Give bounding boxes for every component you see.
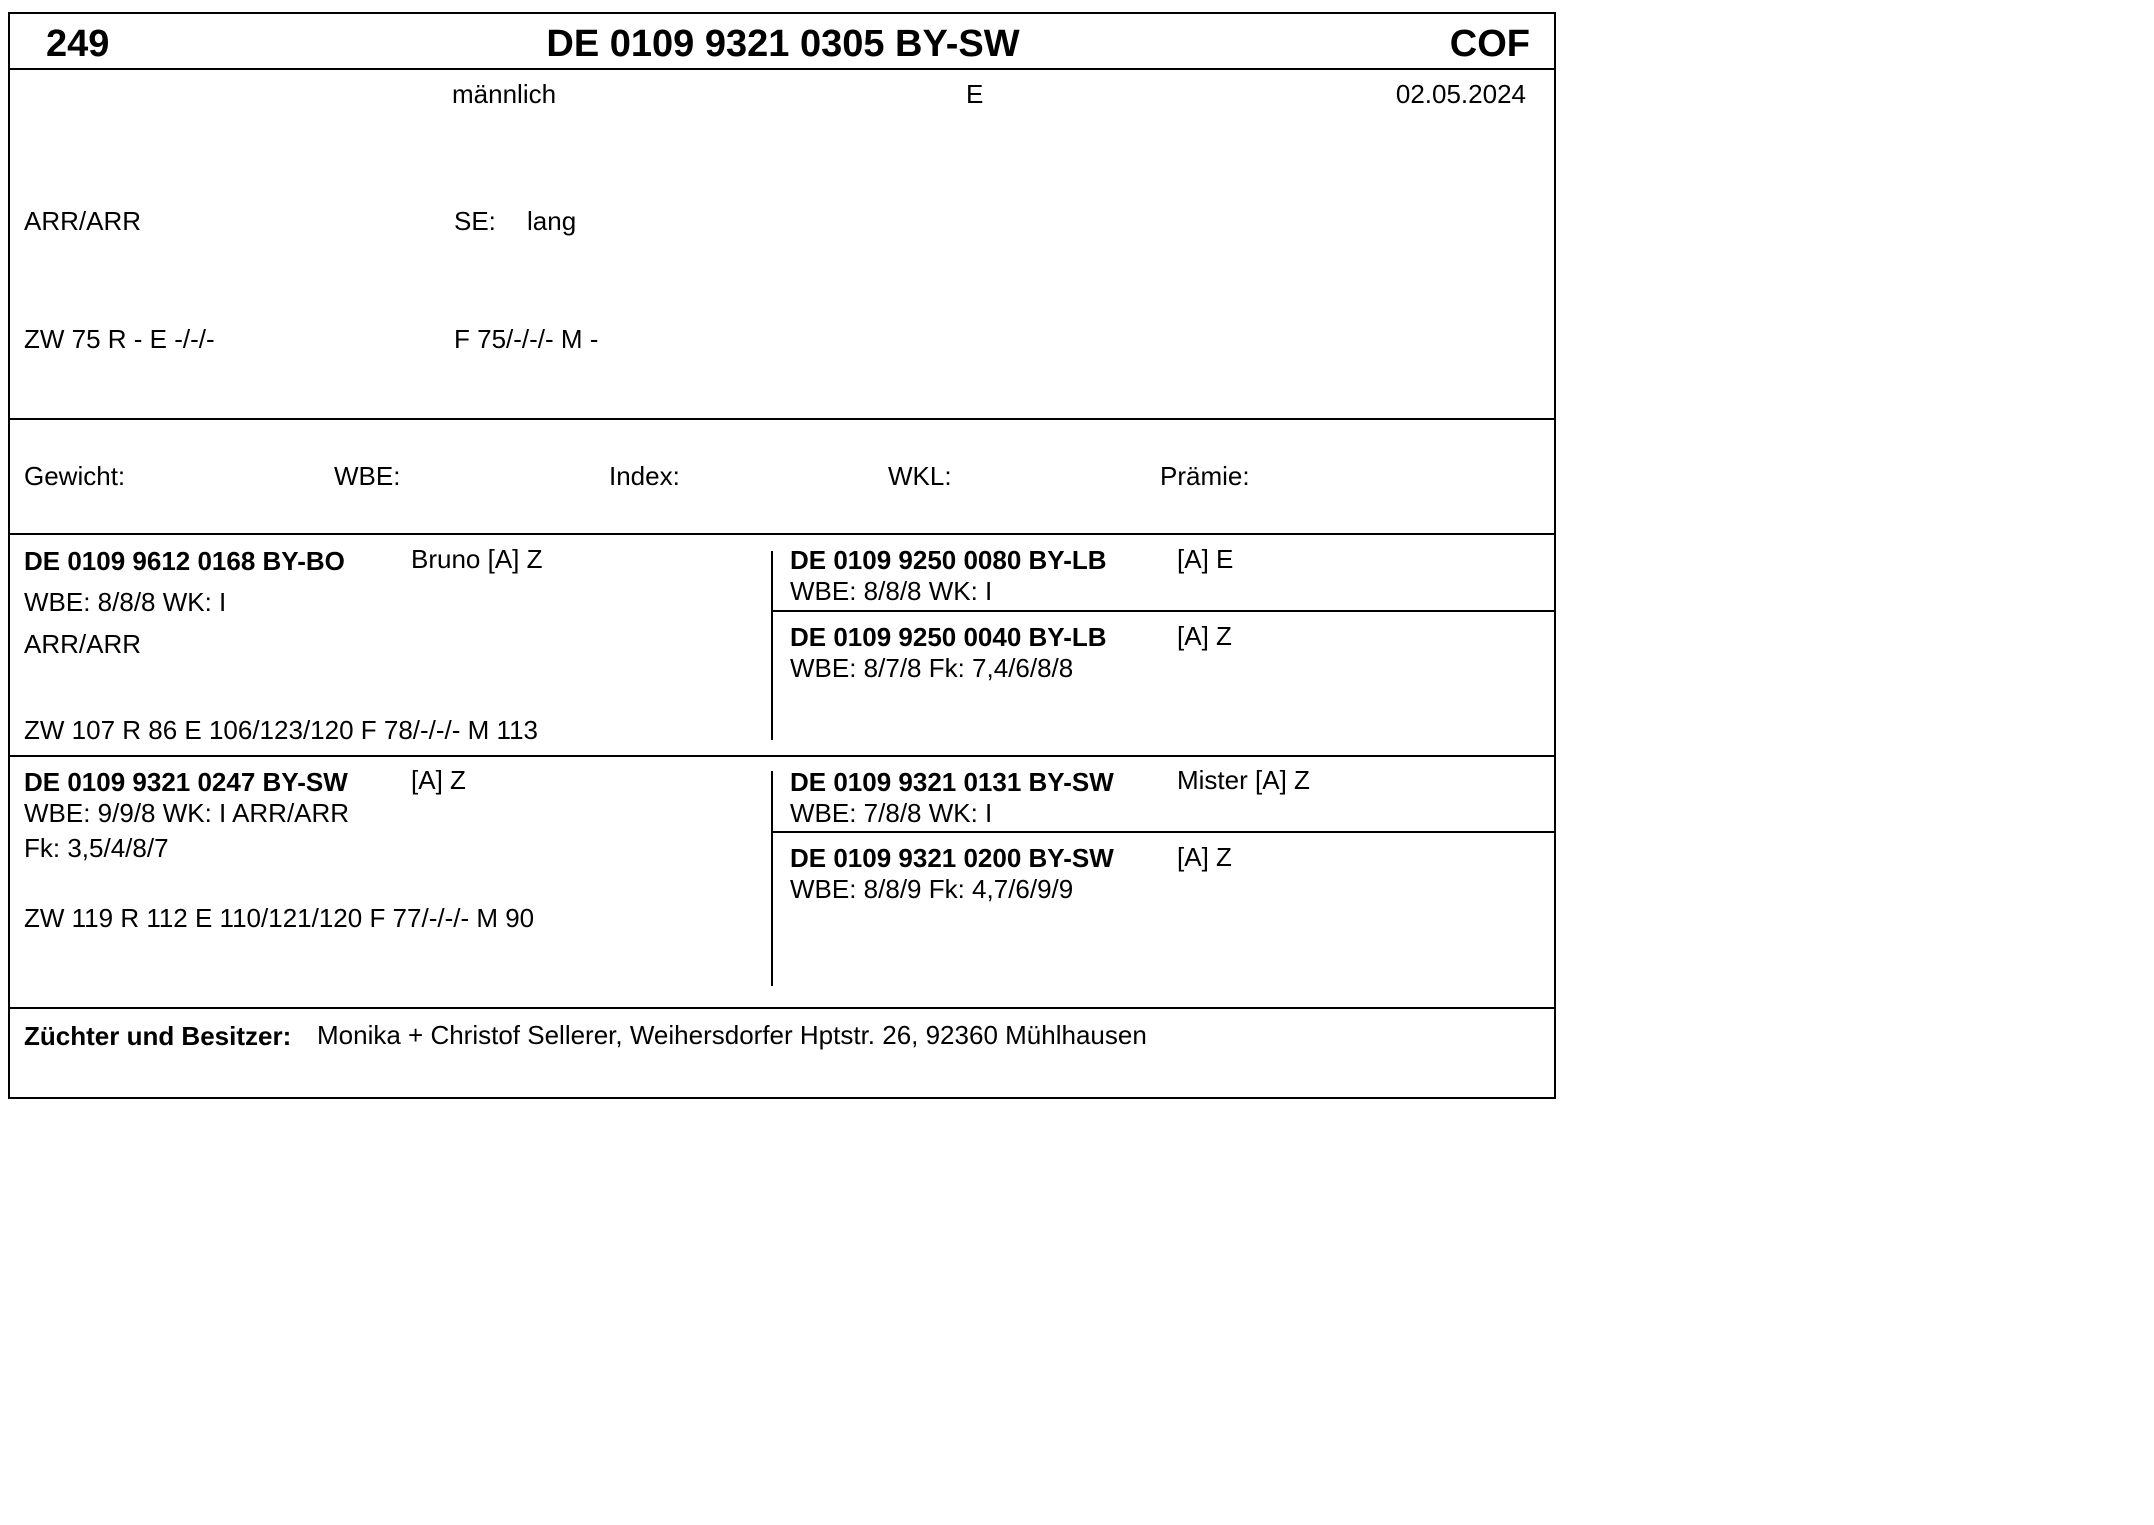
sire-name-tags: Bruno [A] Z xyxy=(411,544,543,574)
premium-label: Prämie: xyxy=(1160,461,1250,491)
sire-dam-wbe: WBE: 8/7/8 Fk: 7,4/6/8/8 xyxy=(790,653,1074,683)
sire-wbe: WBE: 8/8/8 WK: I xyxy=(24,587,227,617)
sire-dam-id: DE 0109 9250 0040 BY-LB xyxy=(790,622,1107,652)
header-divider xyxy=(8,68,1556,70)
index-label: Index: xyxy=(609,461,680,491)
se-value: lang xyxy=(527,206,577,236)
dam-sire-wbe: WBE: 7/8/8 WK: I xyxy=(790,798,993,828)
breed-code: COF xyxy=(1449,23,1530,65)
dam-sire-id: DE 0109 9321 0131 BY-SW xyxy=(790,767,1114,797)
owner-value: Monika + Christof Sellerer, Weihersdorfer Hptstr. 26, 92360 Mühlhausen xyxy=(317,1020,1147,1050)
sire-parents-divider xyxy=(772,610,1556,612)
sire-genotype: ARR/ARR xyxy=(24,629,142,659)
sire-sire-wbe: WBE: 8/8/8 WK: I xyxy=(790,576,993,606)
breeding-values: ZW 75 R - E -/-/- xyxy=(24,324,215,354)
genotype: ARR/ARR xyxy=(24,206,142,236)
animal-id: DE 0109 9321 0305 BY-SW xyxy=(546,23,1020,65)
wkl-label: WKL: xyxy=(888,461,952,491)
sire-sire-id: DE 0109 9250 0080 BY-LB xyxy=(790,545,1107,575)
sire-id: DE 0109 9612 0168 BY-BO xyxy=(24,546,345,576)
dam-tags: [A] Z xyxy=(411,765,466,795)
catalog-number: 249 xyxy=(46,23,110,65)
dam-wbe: WBE: 9/9/8 WK: I ARR/ARR xyxy=(24,798,350,828)
dam-dam-tags: [A] Z xyxy=(1177,842,1232,872)
sire-divider xyxy=(8,755,1556,757)
owner-label: Züchter und Besitzer: xyxy=(24,1021,292,1051)
class: E xyxy=(966,79,984,109)
dam-dam-id: DE 0109 9321 0200 BY-SW xyxy=(790,843,1114,873)
dam-dam-wbe: WBE: 8/8/9 Fk: 4,7/6/9/9 xyxy=(790,874,1074,904)
dam-parents-divider xyxy=(772,831,1556,833)
dam-id: DE 0109 9321 0247 BY-SW xyxy=(24,767,348,797)
info-divider xyxy=(8,418,1556,420)
sex: männlich xyxy=(452,79,557,109)
evaluation-divider xyxy=(8,533,1556,535)
sire-breeding-values: ZW 107 R 86 E 106/123/120 F 78/-/-/- M 113 xyxy=(24,715,538,745)
sire-dam-tags: [A] Z xyxy=(1177,621,1232,651)
date: 02.05.2024 xyxy=(1395,79,1526,109)
se-label: SE: xyxy=(454,206,496,236)
wbe-label: WBE: xyxy=(334,461,401,491)
f-values: F 75/-/-/- M - xyxy=(454,324,599,354)
dam-sire-tags: Mister [A] Z xyxy=(1177,765,1310,795)
dam-divider xyxy=(8,1007,1556,1009)
dam-fk: Fk: 3,5/4/8/7 xyxy=(24,833,169,863)
sire-column-divider xyxy=(771,551,773,740)
weight-label: Gewicht: xyxy=(24,461,126,491)
dam-breeding-values: ZW 119 R 112 E 110/121/120 F 77/-/-/- M 90 xyxy=(24,903,535,933)
sire-sire-tags: [A] E xyxy=(1177,544,1234,574)
dam-column-divider xyxy=(771,771,773,986)
